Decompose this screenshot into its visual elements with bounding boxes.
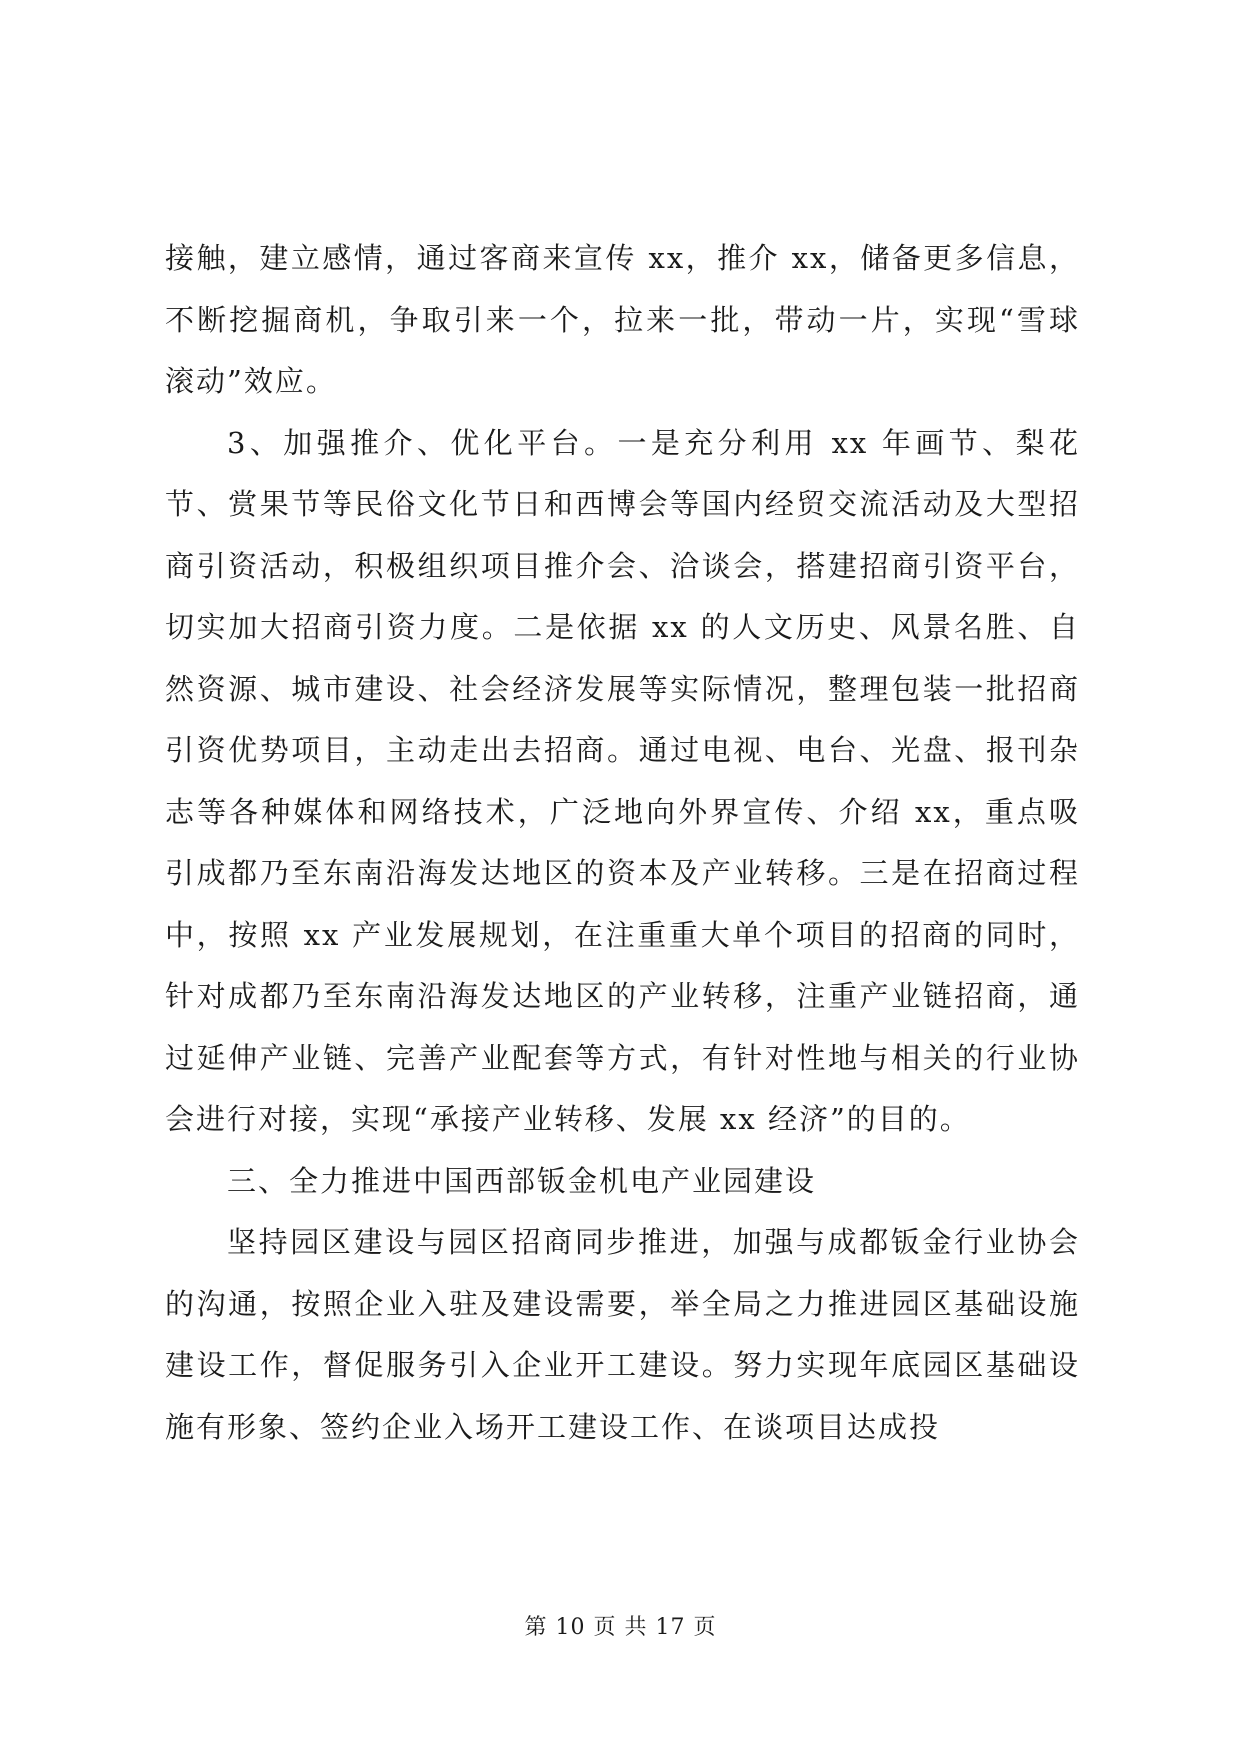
body-paragraph-3: 坚持园区建设与园区招商同步推进，加强与成都钣金行业协会的沟通，按照企业入驻及建设需要，举全局之力推进园区基础设施建设工作，督促服务引入企业开工建设。努力实现年底园区基础设施有形象、签约企业入场开工建设工作、在谈项目达成投 — [165, 1225, 1080, 1444]
document-body — [165, 228, 1080, 1458]
page-number-footer: 第 10 页 共 17 页 — [524, 1615, 717, 1640]
body-paragraph-1: 接触，建立感情，通过客商来宣传 xx，推介 xx，储备更多信息，不断挖掘商机，争取引来一个，拉来一批，带动一片，实现“雪球滚动”效应。 — [165, 241, 1080, 398]
section-heading: 三、全力推进中国西部钣金机电产业园建设 — [227, 1163, 817, 1198]
body-paragraph-2: 3、加强推介、优化平台。一是充分利用 xx 年画节、梨花节、赏果节等民俗文化节日和西博会等国内经贸交流活动及大型招商引资活动，积极组织项目推介会、洽谈会，搭建招商引资平台，切实加大招商引资力度。二是依据 xx 的人文历史、风景名胜、自然资源、城市建设、社会经济发展等实际情况，整理包装一批招商引资优势项目，主动走出去招商。通过电视、电台、光盘、报刊杂志等各种媒体和网络技术，广泛地向外界宣传、介绍 xx，重点吸引成都乃至东南沿海发达地区的资本及产业转移。三是在招商过程中，按照 xx 产业发展规划，在注重重大单个项目的招商的同时，针对成都乃至东南沿海发达地区的产业转移，注重产业链招商，通过延伸产业链、完善产业配套等方式，有针对性地与相关的行业协会进行对接，实现“承接产业转移、发展 xx 经济”的目的。 — [165, 425, 1080, 1136]
